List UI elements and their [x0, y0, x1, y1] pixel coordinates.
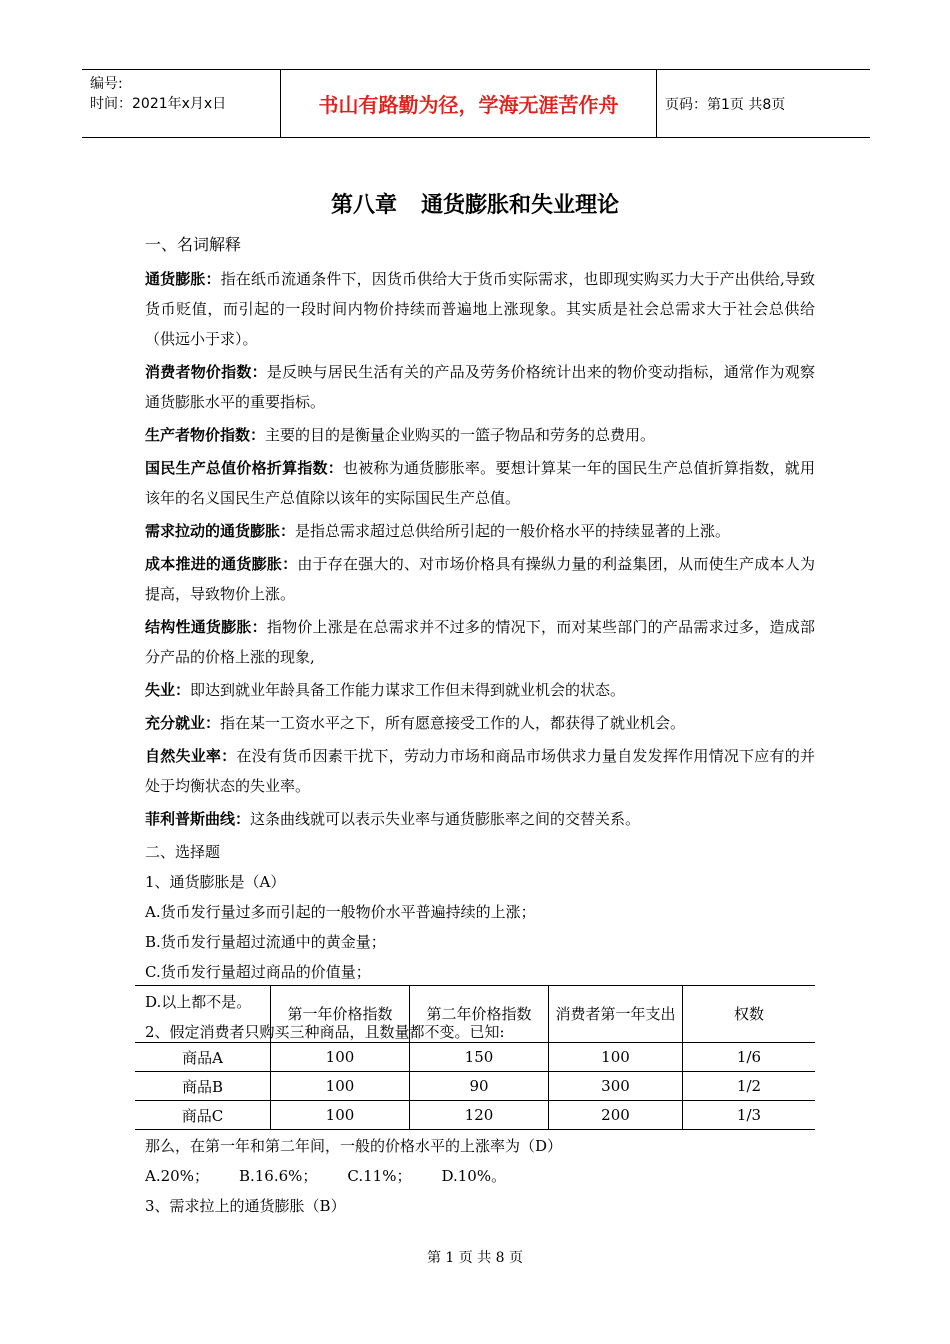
definition-term: 失业：	[145, 681, 191, 699]
definition-text: 即达到就业年龄具备工作能力谋求工作但未得到就业机会的状态。	[190, 681, 626, 699]
header-meta-cell	[82, 70, 281, 137]
definition-text: 指在某一工资水平之下，所有愿意接受工作的人，都获得了就业机会。	[220, 714, 686, 732]
definition-item	[145, 453, 815, 513]
table-cell: 300	[549, 1072, 683, 1101]
definition-term: 国民生产总值价格折算指数：	[145, 459, 344, 477]
table-row	[135, 1072, 815, 1101]
question-1-option-d: D.以上都不是。	[145, 993, 252, 1011]
page-title	[0, 188, 950, 219]
question-2-followup: 那么，在第一年和第二年间，一般的价格水平的上涨率为（D）	[145, 1137, 563, 1155]
table-cell: 商品C	[135, 1101, 271, 1130]
definition-term: 充分就业：	[145, 714, 221, 732]
definition-text: 是反映与居民生活有关的产品及劳务价格统计出来的物价变动指标，通常作为观察通货膨胀水平的重要指标。	[145, 363, 815, 411]
main-content	[145, 232, 815, 1047]
section-heading-definitions: 一、名词解释	[145, 235, 242, 254]
table-header-cell	[135, 986, 271, 1043]
definition-item	[145, 420, 815, 450]
definition-term: 生产者物价指数：	[145, 426, 266, 444]
definition-term: 自然失业率：	[145, 747, 237, 765]
table-header-cell: 第二年价格指数	[410, 986, 549, 1043]
definition-item	[145, 708, 815, 738]
definition-text: 主要的目的是衡量企业购买的一篮子物品和劳务的总费用。	[265, 426, 656, 444]
definition-text: 这条曲线就可以表示失业率与通货膨胀率之间的交替关系。	[250, 810, 641, 828]
definition-text: 指在纸币流通条件下，因货币供给大于货币实际需求，也即现实购买力大于产出供给,导致货币贬值，而引起的一段时间内物价持续而普遍地上涨现象。其实质是社会总需求大于社会总供给 （供远小于求）。	[145, 270, 815, 348]
post-table-content	[145, 1131, 815, 1221]
definition-term: 成本推进的通货膨胀：	[145, 555, 298, 573]
definition-term: 消费者物价指数：	[145, 363, 267, 381]
question-2-option-d: D.10%。	[441, 1167, 507, 1185]
definition-item	[145, 804, 815, 834]
table-cell: 90	[410, 1072, 549, 1101]
table-cell: 200	[549, 1101, 683, 1130]
definition-item	[145, 264, 815, 354]
number-label: 编号:	[90, 76, 123, 92]
definitions-list	[145, 264, 815, 834]
definition-text: 也被称为通货膨胀率。要想计算某一年的国民生产总值折算指数，就用该年的名义国民生产总值除以该年的实际国民生产总值。	[145, 459, 815, 507]
question-2-option-c: C.11%；	[347, 1167, 412, 1185]
time-label: 时间：2021年x月x日	[90, 96, 227, 112]
table-cell: 100	[271, 1043, 410, 1072]
definition-term: 需求拉动的通货膨胀：	[145, 522, 296, 540]
question-1-option-b: B.货币发行量超过流通中的黄金量；	[145, 933, 386, 951]
table-cell: 120	[410, 1101, 549, 1130]
table-cell: 100	[271, 1101, 410, 1130]
table-header-row	[135, 986, 815, 1043]
definition-item	[145, 516, 815, 546]
table-cell: 1/6	[683, 1043, 816, 1072]
definition-item	[145, 675, 815, 705]
definition-text: 指物价上涨是在总需求并不过多的情况下，而对某些部门的产品需求过多，造成部分产品的价格上涨的现象,	[145, 618, 815, 666]
table-header-cell: 权数	[683, 986, 816, 1043]
section-heading-choices: 二、选择题	[145, 843, 221, 861]
definition-item	[145, 357, 815, 417]
definition-term: 结构性通货膨胀：	[145, 618, 267, 636]
definition-item	[145, 549, 815, 609]
chapter-number: 第八章	[330, 193, 397, 218]
table-header-cell: 第一年价格指数	[271, 986, 410, 1043]
table-cell: 1/2	[683, 1072, 816, 1101]
table-cell: 100	[271, 1072, 410, 1101]
question-2-option-b: B.16.6%；	[238, 1167, 318, 1185]
definition-text: 在没有货币因素干扰下，劳动力市场和商品市场供求力量自发发挥作用情况下应有的并处于均衡状态的失业率。	[145, 747, 815, 795]
table-cell: 100	[549, 1043, 683, 1072]
question-1-option-c: C.货币发行量超过商品的价值量；	[145, 963, 371, 981]
question-2-option-a: A.20%；	[145, 1167, 209, 1185]
question-1-stem: 1、通货膨胀是（A）	[145, 873, 286, 891]
definition-item	[145, 741, 815, 801]
table-cell: 150	[410, 1043, 549, 1072]
price-index-table	[135, 985, 815, 1130]
question-2-options	[145, 1161, 815, 1191]
table-cell: 商品A	[135, 1043, 271, 1072]
table-cell: 1/3	[683, 1101, 816, 1130]
table-header-cell: 消费者第一年支出	[549, 986, 683, 1043]
header-table	[82, 69, 870, 138]
question-1-option-a: A.货币发行量过多而引起的一般物价水平普遍持续的上涨；	[145, 903, 536, 921]
table-row	[135, 1043, 815, 1072]
page-footer: 第 1 页 共 8 页	[426, 1250, 524, 1266]
definition-term: 通货膨胀：	[145, 270, 221, 288]
table-row	[135, 1101, 815, 1130]
question-2-stem: 2、假定消费者只购买三种商品，且数量都不变。已知:	[145, 1023, 505, 1041]
definition-text: 是指总需求超过总供给所引起的一般价格水平的持续显著的上涨。	[295, 522, 731, 540]
question-3-stem: 3、需求拉上的通货膨胀（B）	[145, 1197, 346, 1215]
definition-item	[145, 612, 815, 672]
header-page-info: 页码：第1页 共8页	[665, 96, 786, 113]
table-cell: 商品B	[135, 1072, 271, 1101]
header-motto: 书山有路勤为径，学海无涯苦作舟	[281, 70, 657, 137]
definition-text: 由于存在强大的、对市场价格具有操纵力量的利益集团，从而使生产成本人为提高，导致物价上涨。	[145, 555, 815, 603]
definition-term: 菲利普斯曲线：	[145, 810, 251, 828]
chapter-name: 通货膨胀和失业理论	[421, 193, 620, 218]
